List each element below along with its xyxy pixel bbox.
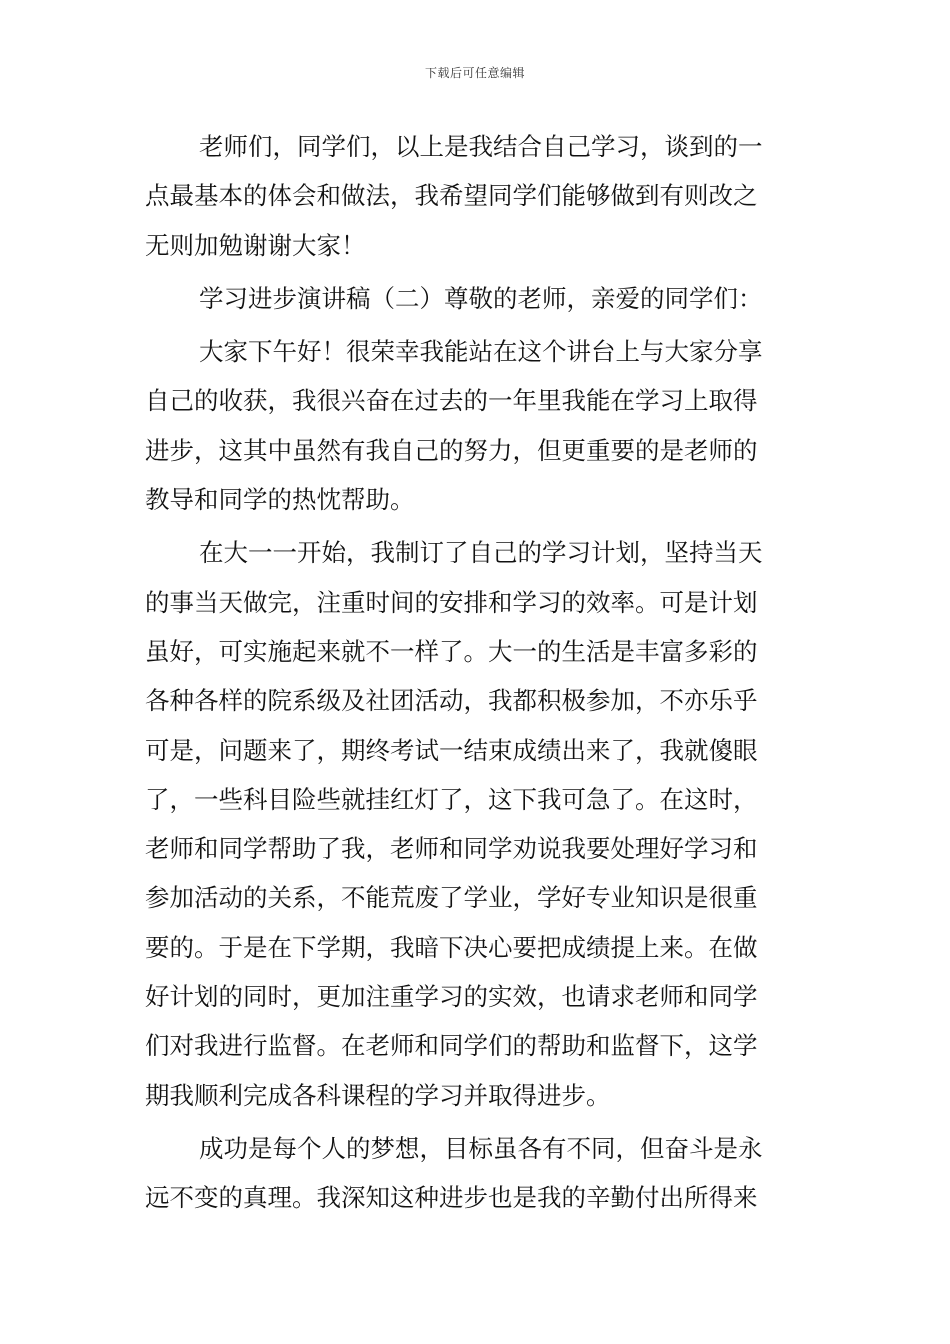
text-line: 的事当天做完，注重时间的安排和学习的效率。可是计划 (145, 587, 758, 617)
page-header: 下载后可任意编辑 (424, 66, 525, 80)
paragraph-study-plan (145, 528, 815, 1120)
document-body (145, 122, 815, 1223)
text-line: 们对我进行监督。在老师和同学们的帮助和监督下，这学 (145, 1031, 758, 1061)
text-line: 教导和同学的热忱帮助。 (145, 485, 415, 515)
paragraph-greeting (145, 327, 815, 524)
text-line: 在大一一开始，我制订了自己的学习计划，坚持当天 (199, 538, 763, 568)
text-line: 了，一些科目险些就挂红灯了，这下我可急了。在这时， (145, 784, 758, 814)
text-line: 进步，这其中虽然有我自己的努力，但更重要的是老师的 (145, 435, 758, 465)
text-line: 各种各样的院系级及社团活动，我都积极参加，不亦乐乎 (145, 686, 758, 716)
text-line: 远不变的真理。我深知这种进步也是我的辛勤付出所得来 (145, 1183, 758, 1213)
paragraph-speech-title (145, 274, 815, 323)
text-line: 期我顺利完成各科课程的学习并取得进步。 (145, 1080, 611, 1110)
text-line: 要的。于是在下学期，我暗下决心要把成绩提上来。在做 (145, 932, 758, 962)
text-line: 点最基本的体会和做法，我希望同学们能够做到有则改之 (145, 181, 758, 211)
paragraph-success (145, 1124, 815, 1223)
text-line: 无则加勉谢谢大家！ (145, 230, 366, 260)
text-line: 可是，问题来了，期终考试一结束成绩出来了，我就傻眼 (145, 735, 758, 765)
text-line: 好计划的同时，更加注重学习的实效，也请求老师和同学 (145, 982, 758, 1012)
text-line: 成功是每个人的梦想，目标虽各有不同，但奋斗是永 (199, 1133, 763, 1163)
text-line: 学习进步演讲稿（二）尊敬的老师，亲爱的同学们： (199, 283, 763, 313)
text-line: 自己的收获，我很兴奋在过去的一年里我能在学习上取得 (145, 386, 758, 416)
text-line: 参加活动的关系，不能荒废了学业，学好专业知识是很重 (145, 883, 758, 913)
text-line: 老师和同学帮助了我，老师和同学劝说我要处理好学习和 (145, 834, 758, 864)
text-line: 大家下午好！很荣幸我能站在这个讲台上与大家分享 (199, 337, 763, 367)
text-line: 虽好，可实施起来就不一样了。大一的生活是丰富多彩的 (145, 636, 758, 666)
text-line: 老师们，同学们，以上是我结合自己学习，谈到的一 (199, 132, 763, 161)
paragraph-closing-remarks (145, 122, 815, 270)
